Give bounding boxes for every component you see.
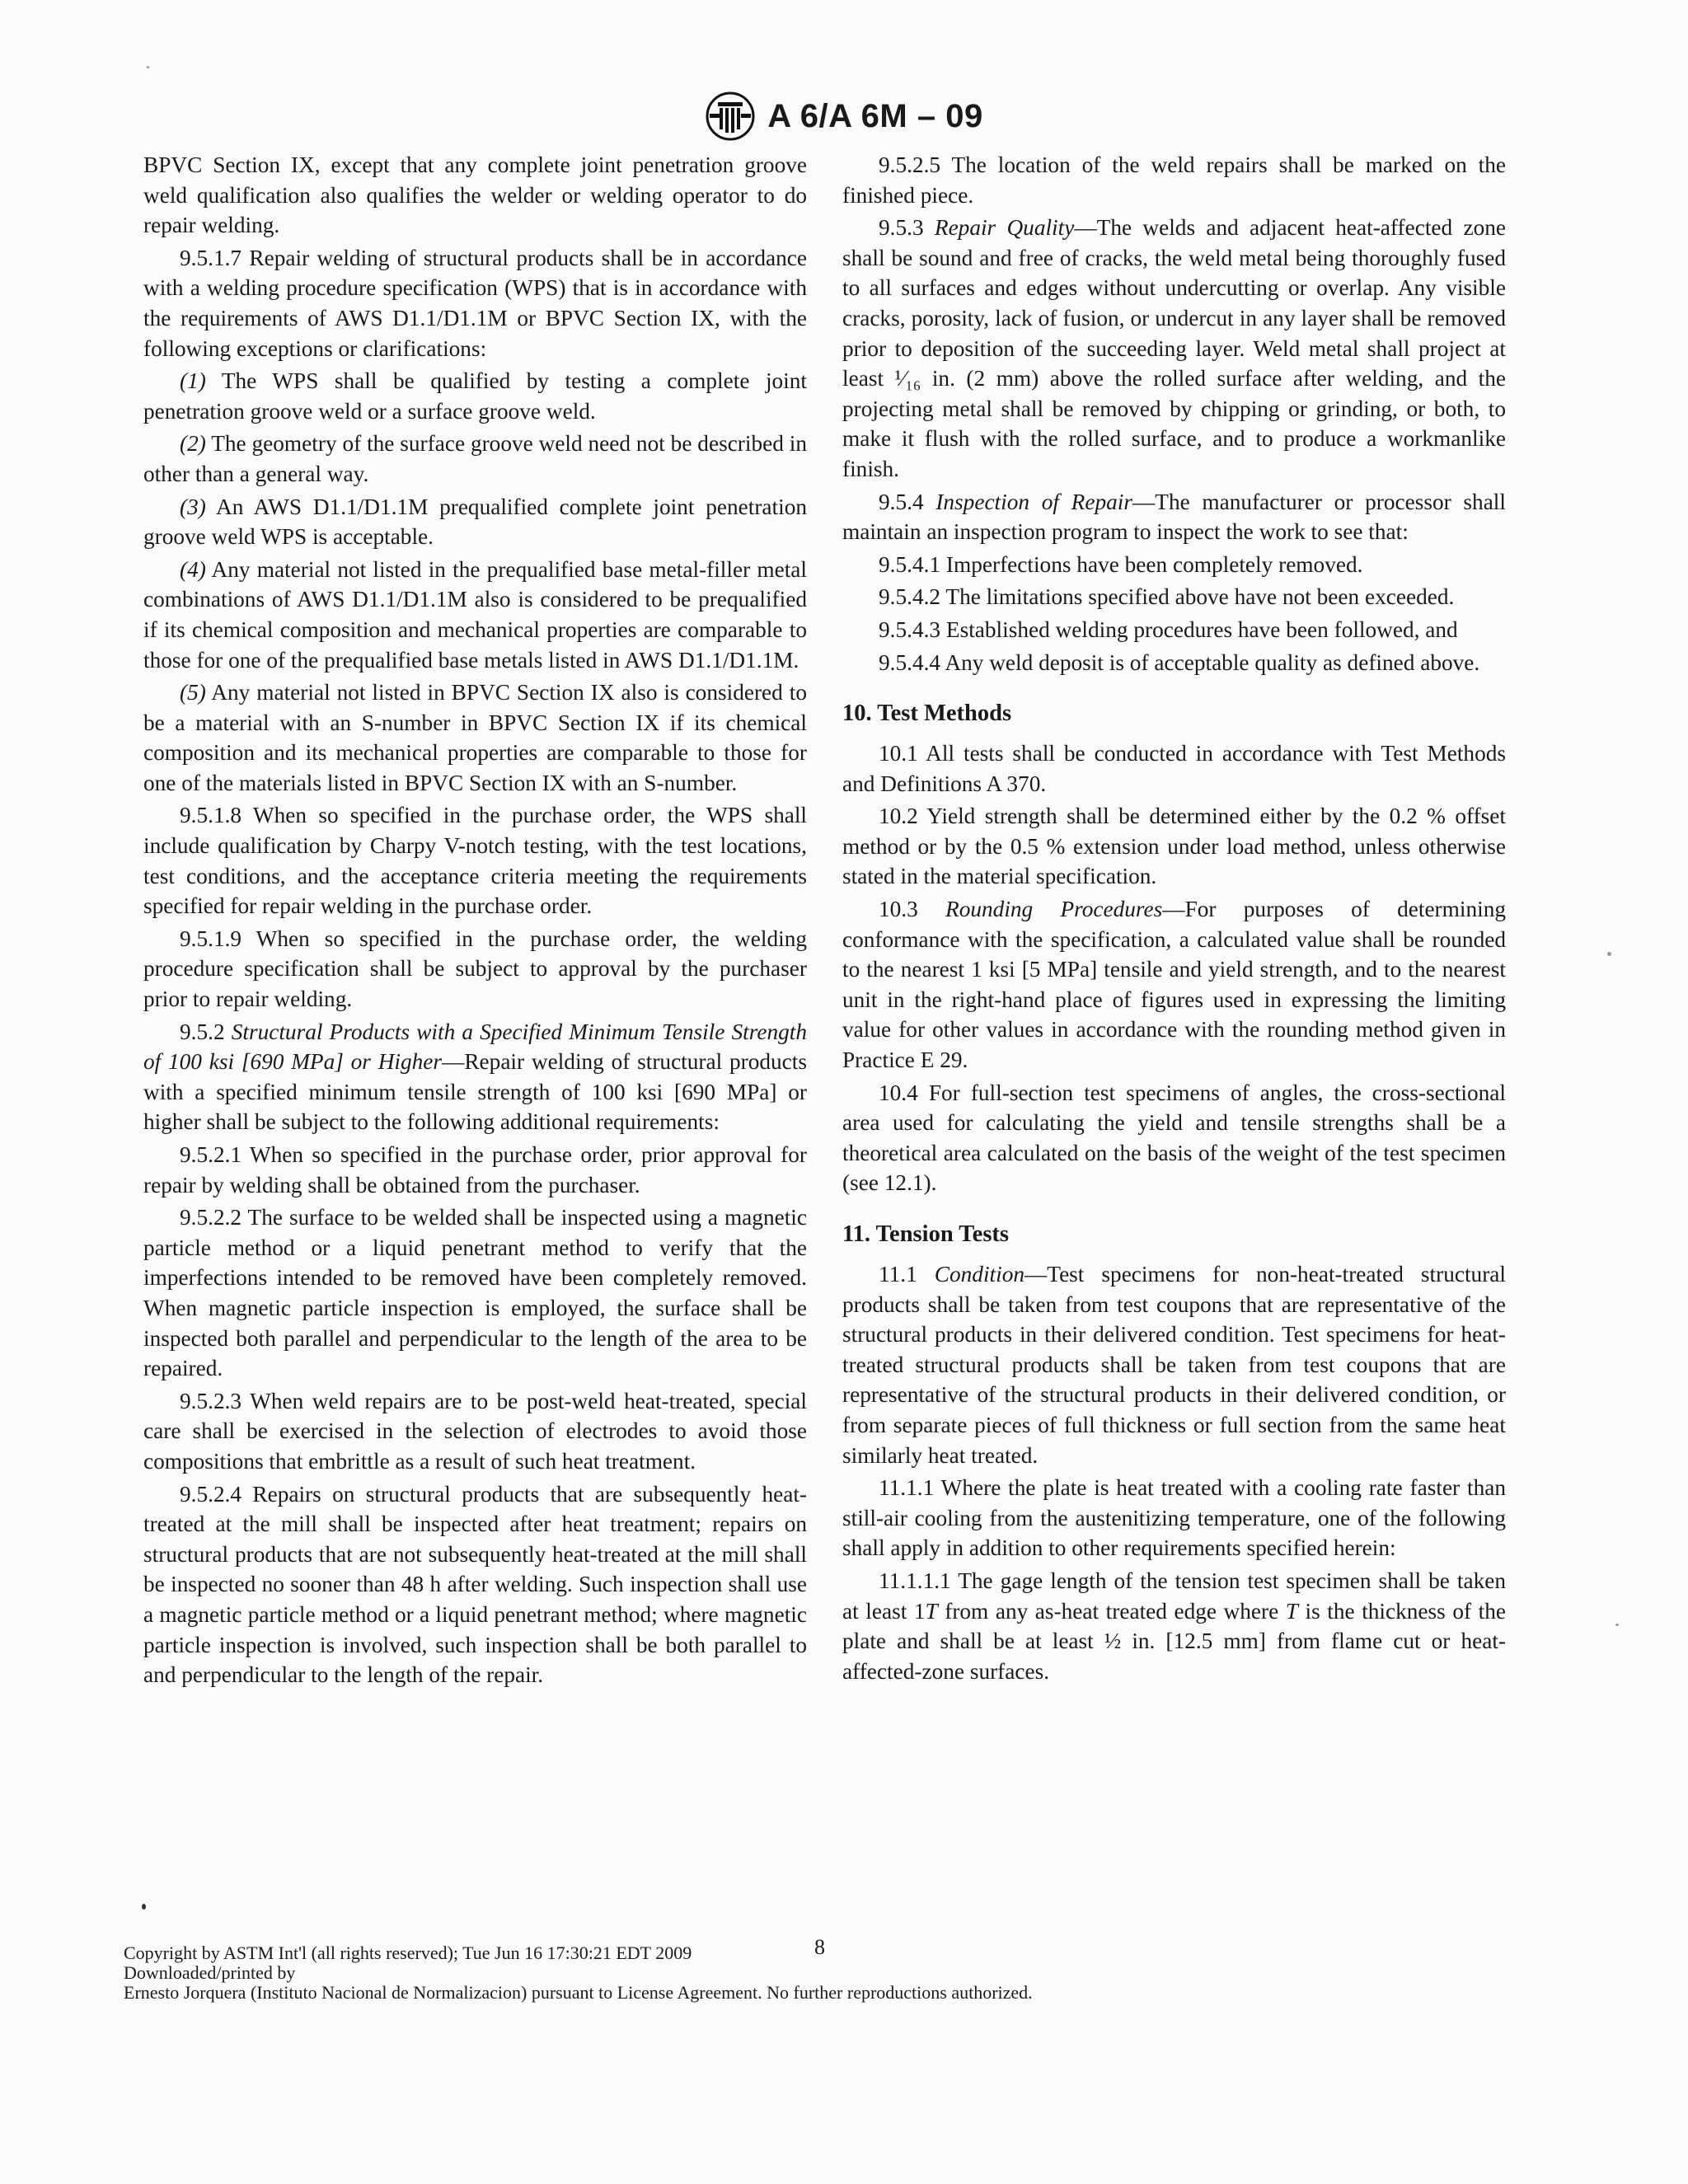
paragraph: 9.5.4.1 Imperfections have been completely removed.: [879, 551, 1363, 577]
paragraph: (4) Any material not listed in the prequalified base metal-filler metal combinations of AWS D1.1/D1.1M also is considered to be prequalified if its chemical composition and mechanical properties are comparable to those for one of the prequalified base metals listed in AWS D1.1/D1.1M.: [143, 556, 807, 673]
paragraph: 11.1.1.1 The gage length of the tension test specimen shall be taken at least 1T from any as-heat treated edge where T is the thickness of the plate and shall be at least ½ in. [12.5 mm] from flame cut or heat-affected-zone surfaces.: [842, 1568, 1506, 1684]
paragraph: 9.5.2 Structural Products with a Specified Minimum Tensile Strength of 100 ksi [690 MPa] or Higher—Repair welding of structural products with a specified minimum tensile strength of 100 ksi [690 MPa] or higher shall be subject to the following additional requirements:: [143, 1019, 807, 1135]
paragraph: (2) The geometry of the surface groove weld need not be described in other than a general way.: [143, 431, 807, 486]
paragraph: (5) Any material not listed in BPVC Section IX also is considered to be a material with an S-number in BPVC Section IX if its chemical composition and its mechanical properties are comparable to those for one of the materials listed in BPVC Section IX with an S-number.: [143, 680, 807, 795]
paragraph: 9.5.4.2 The limitations specified above have not been exceeded.: [879, 584, 1455, 610]
footer-copyright: Copyright by ASTM Int'l (all rights reserved); Tue Jun 16 17:30:21 EDT 2009: [124, 1943, 692, 1963]
paragraph: 9.5.4.4 Any weld deposit is of acceptable quality as defined above.: [879, 649, 1480, 675]
paragraph: (3) An AWS D1.1/D1.1M prequalified complete joint penetration groove weld WPS is acceptable.: [143, 494, 807, 550]
section-heading: 11. Tension Tests: [842, 1221, 1009, 1247]
standard-designation: A 6/A 6M – 09: [767, 97, 983, 134]
paragraph: 9.5.3 Repair Quality—The welds and adjacent heat-affected zone shall be sound and free of cracks, the weld metal being thoroughly fused to all surfaces and edges without undercutting or overlap. Any visible cracks, porosity, lack of fusion, or undercut in any layer shall be removed prior to deposition of the succeeding layer. Weld metal shall project at least ¹⁄₁₆ in. (2 mm) above the rolled surface after welding, and the projecting metal shall be removed by chipping or grinding, or both, to make it flush with the rolled surface, and to produce a workmanlike finish.: [842, 215, 1507, 481]
paragraph: 9.5.1.9 When so specified in the purchase order, the welding procedure specification shall be subject to approval by the purchaser prior to repair welding.: [143, 926, 807, 1012]
paragraph: 11.1.1 Where the plate is heat treated with a cooling rate faster than still-air cooling from the austenitizing temperature, one of the following shall apply in addition to other requirements specified herein:: [842, 1475, 1506, 1561]
paragraph: 10.2 Yield strength shall be determined either by the 0.2 % offset method or by the 0.5 % extension under load method, unless otherwise stated in the material specification.: [842, 804, 1506, 889]
paragraph: 10.4 For full-section test specimens of angles, the cross-sectional area used for calculating the yield and tensile strengths shall be a theoretical area calculated on the basis of the weight of the test specimen (see 12.1).: [842, 1080, 1506, 1196]
scan-speck: [1607, 952, 1611, 956]
left-column: [143, 150, 807, 1693]
paragraph: 9.5.2.4 Repairs on structural products that are subsequently heat-treated at the mill shall be inspected after heat treatment; repairs on structural products that are not subsequently heat-treated at the mill shall be inspected no sooner than 48 h after welding. Such inspection shall use a magnetic particle method or a liquid penetrant method; where magnetic particle inspection is involved, such inspection shall be both parallel to and perpendicular to the length of the repair.: [143, 1481, 807, 1688]
paragraph: BPVC Section IX, except that any complete joint penetration groove weld qualification also qualifies the welder or welding operator to do repair welding.: [143, 152, 807, 238]
right-column: [842, 150, 1506, 1689]
astm-logo-icon: [705, 91, 756, 142]
paragraph: 9.5.1.7 Repair welding of structural products shall be in accordance with a welding procedure specification (WPS) that is in accordance with the requirements of AWS D1.1/D1.1M or BPVC Section IX, with the following exceptions or clarifications:: [143, 245, 807, 361]
scan-speck: [142, 1904, 146, 1910]
scan-speck: [1615, 1624, 1619, 1626]
paragraph: 10.1 All tests shall be conducted in accordance with Test Methods and Definitions A 370.: [842, 741, 1506, 796]
paragraph: 9.5.2.3 When weld repairs are to be post-weld heat-treated, special care shall be exercised in the selection of electrodes to avoid those compositions that embrittle as a result of such heat treatment.: [143, 1388, 807, 1474]
scan-speck: [147, 66, 149, 68]
footer: [124, 1943, 1278, 2003]
paragraph: 10.3 Rounding Procedures—For purposes of determining conformance with the specification, a calculated value shall be rounded to the nearest 1 ksi [5 MPa] tensile and yield strength, and to the nearest unit in the right-hand place of figures used in expressing the limiting value for other values in accordance with the rounding method given in Practice E 29.: [842, 897, 1506, 1073]
section-heading: 10. Test Methods: [842, 701, 1012, 727]
paragraph: 9.5.4.3 Established welding procedures have been followed, and: [879, 616, 1458, 642]
footer-license: Ernesto Jorquera (Instituto Nacional de Normalizacion) pursuant to License Agreement. No further reproductions authorized.: [124, 1982, 1033, 2003]
page-number: 8: [814, 1935, 825, 1959]
page-header: [0, 91, 1688, 142]
paragraph: 9.5.2.5 The location of the weld repairs shall be marked on the finished piece.: [842, 152, 1506, 208]
paragraph: 9.5.4 Inspection of Repair—The manufacturer or processor shall maintain an inspection program to inspect the work to see that:: [842, 489, 1506, 545]
paragraph: 9.5.2.1 When so specified in the purchase order, prior approval for repair by welding shall be obtained from the purchaser.: [143, 1142, 807, 1197]
footer-downloaded: Downloaded/printed by: [124, 1962, 296, 1983]
paragraph: 9.5.2.2 The surface to be welded shall be inspected using a magnetic particle method or a liquid penetrant method to verify that the imperfections intended to be removed have been completely removed. When magnetic particle inspection is employed, the surface shall be inspected both parallel and perpendicular to the length of the area to be repaired.: [143, 1205, 807, 1381]
paragraph: 11.1 Condition—Test specimens for non-heat-treated structural products shall be taken from test coupons that are representative of the structural products in their delivered condition. Test specimens for heat-treated structural products shall be taken from test coupons that are representative of the structural products in their delivered condition, or from separate pieces of full thickness or full section from the same heat similarly heat treated.: [842, 1262, 1506, 1468]
paragraph: (1) The WPS shall be qualified by testing a complete joint penetration groove weld or a surface groove weld.: [143, 368, 807, 424]
paragraph: 9.5.1.8 When so specified in the purchase order, the WPS shall include qualification by Charpy V-notch testing, with the test locations, test conditions, and the acceptance criteria meeting the requirements specified for repair welding in the purchase order.: [143, 803, 807, 919]
